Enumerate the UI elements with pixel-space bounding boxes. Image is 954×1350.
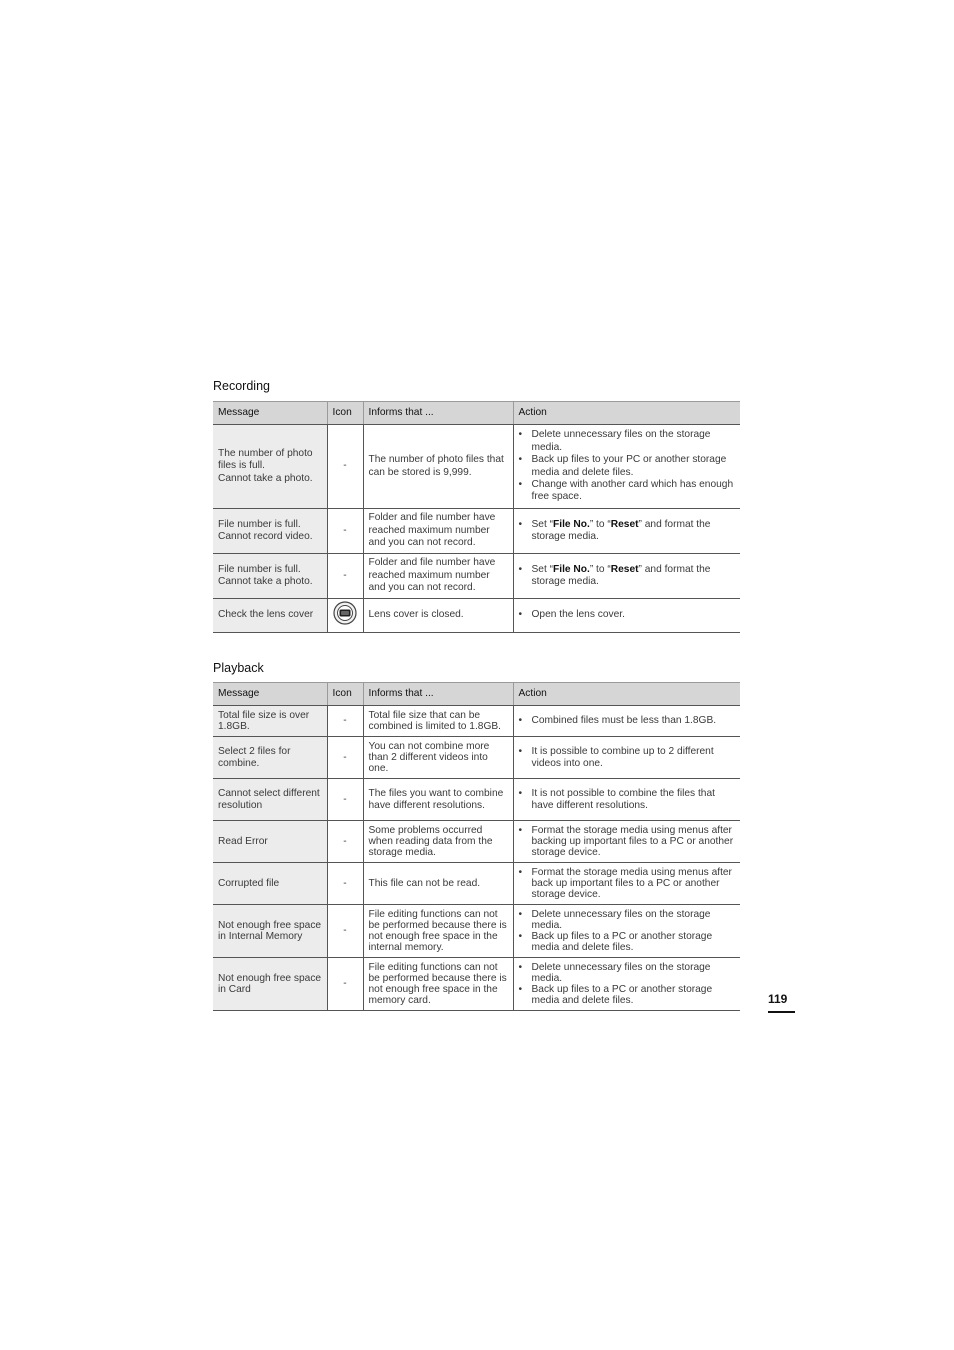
action-cell <box>513 779 740 821</box>
icon-cell: - <box>327 958 363 1011</box>
informs-cell: Folder and file number have reached maximum number and you can not record. <box>363 509 513 554</box>
table-row <box>213 821 740 863</box>
message-cell: File number is full. Cannot record video. <box>213 509 327 554</box>
message-cell: Read Error <box>213 821 327 863</box>
header-icon: Icon <box>327 683 363 706</box>
action-item: • Back up files to a PC or another storage media and delete files. <box>519 931 737 953</box>
action-item: • Back up files to a PC or another storage media and delete files. <box>519 984 737 1006</box>
recording-title: Recording <box>213 379 270 393</box>
action-item: • Combined files must be less than 1.8GB. <box>519 715 737 726</box>
table-row <box>213 554 740 599</box>
action-item: • Delete unnecessary files on the storage media. <box>519 962 737 984</box>
header-informs: Informs that ... <box>363 683 513 706</box>
recording-table <box>213 401 740 633</box>
message-cell: Select 2 files for combine. <box>213 737 327 779</box>
action-cell <box>513 425 740 509</box>
header-message: Message <box>213 683 327 706</box>
message-cell: File number is full. Cannot take a photo. <box>213 554 327 599</box>
action-item: • Set “File No.” to “Reset” and format the storage media. <box>519 564 737 589</box>
informs-cell: Lens cover is closed. <box>363 599 513 633</box>
action-cell <box>513 863 740 905</box>
informs-cell: The number of photo files that can be stored is 9,999. <box>363 425 513 509</box>
icon-cell: - <box>327 509 363 554</box>
informs-cell: This file can not be read. <box>363 863 513 905</box>
action-cell <box>513 737 740 779</box>
icon-cell: - <box>327 863 363 905</box>
header-message: Message <box>213 402 327 425</box>
icon-cell: - <box>327 821 363 863</box>
icon-cell: - <box>327 905 363 958</box>
action-item: • Change with another card which has enough free space. <box>519 479 737 504</box>
table-row <box>213 737 740 779</box>
action-cell <box>513 599 740 633</box>
action-item: • Format the storage media using menus after backing up important files to a PC or another storage device. <box>519 825 737 859</box>
playback-title: Playback <box>213 661 264 675</box>
action-cell <box>513 554 740 599</box>
table-header-row <box>213 402 740 425</box>
message-cell: Not enough free space in Internal Memory <box>213 905 327 958</box>
icon-cell: - <box>327 425 363 509</box>
action-item: • Delete unnecessary files on the storage media. <box>519 909 737 931</box>
action-item: • Format the storage media using menus after back up important files to a PC or another storage device. <box>519 867 737 901</box>
message-cell: Not enough free space in Card <box>213 958 327 1011</box>
action-item: • Set “File No.” to “Reset” and format the storage media. <box>519 519 737 544</box>
action-item: • It is possible to combine up to 2 different videos into one. <box>519 746 737 768</box>
table-row <box>213 509 740 554</box>
icon-cell: - <box>327 554 363 599</box>
page-number: 119 <box>768 992 795 1013</box>
informs-cell: File editing functions can not be performed because there is not enough free space in the internal memory. <box>363 905 513 958</box>
informs-cell: Total file size that can be combined is limited to 1.8GB. <box>363 706 513 737</box>
message-cell: Corrupted file <box>213 863 327 905</box>
table-row <box>213 706 740 737</box>
message-cell: Check the lens cover <box>213 599 327 633</box>
table-row <box>213 425 740 509</box>
header-icon: Icon <box>327 402 363 425</box>
table-row <box>213 779 740 821</box>
table-row <box>213 863 740 905</box>
action-item: • It is not possible to combine the files that have different resolutions. <box>519 788 737 810</box>
informs-cell: Some problems occurred when reading data from the storage media. <box>363 821 513 863</box>
header-action: Action <box>513 683 740 706</box>
action-item: • Back up files to your PC or another storage media and delete files. <box>519 454 737 479</box>
table-header-row <box>213 683 740 706</box>
action-item: • Delete unnecessary files on the storage media. <box>519 429 737 454</box>
informs-cell: Folder and file number have reached maximum number and you can not record. <box>363 554 513 599</box>
message-cell: Total file size is over 1.8GB. <box>213 706 327 737</box>
icon-cell: - <box>327 706 363 737</box>
message-cell: The number of photo files is full. Cannot take a photo. <box>213 425 327 509</box>
action-cell <box>513 706 740 737</box>
header-action: Action <box>513 402 740 425</box>
action-cell <box>513 509 740 554</box>
icon-cell: - <box>327 737 363 779</box>
action-item: • Open the lens cover. <box>519 609 737 621</box>
playback-table <box>213 682 740 1011</box>
icon-cell: - <box>327 779 363 821</box>
table-row <box>213 599 740 633</box>
lens-cover-icon <box>333 601 357 629</box>
table-row <box>213 958 740 1011</box>
table-row <box>213 905 740 958</box>
action-cell <box>513 905 740 958</box>
informs-cell: File editing functions can not be performed because there is not enough free space in the memory card. <box>363 958 513 1011</box>
icon-cell <box>327 599 363 633</box>
action-cell <box>513 958 740 1011</box>
informs-cell: You can not combine more than 2 different videos into one. <box>363 737 513 779</box>
message-cell: Cannot select different resolution <box>213 779 327 821</box>
informs-cell: The files you want to combine have different resolutions. <box>363 779 513 821</box>
action-cell <box>513 821 740 863</box>
header-informs: Informs that ... <box>363 402 513 425</box>
